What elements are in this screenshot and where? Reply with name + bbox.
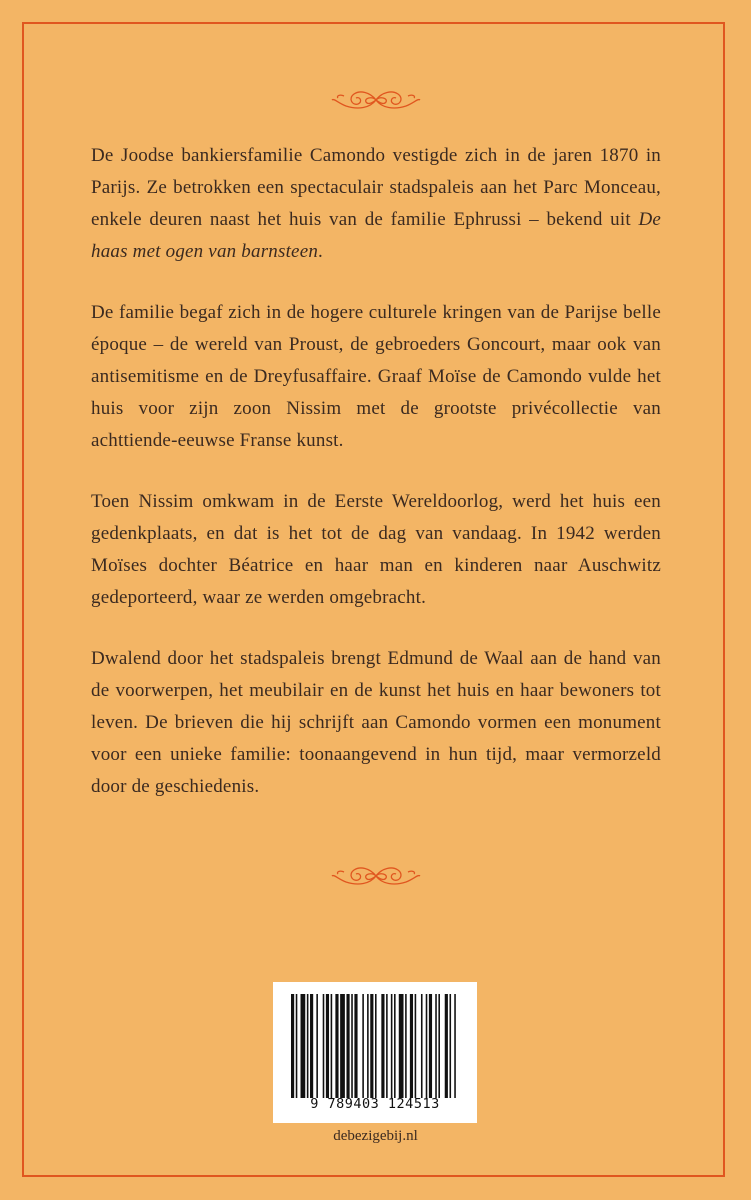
barcode-bar [410, 994, 413, 1098]
barcode-bar [394, 994, 396, 1098]
barcode-bar [429, 994, 432, 1098]
publisher-website: debezigebij.nl [333, 1128, 418, 1144]
barcode-bar [435, 994, 437, 1098]
barcode-bar [326, 994, 329, 1098]
barcode-bar [316, 994, 318, 1098]
blurb-paragraph-4: Dwalend door het stadspaleis brengt Edmund de Waal aan de hand van de voorwerpen, het meubilair en de kunst het huis en haar bewoners tot leven. De brieven die hij schrijft aan Camondo vormen een monument voor een unieke familie: toonaangevend in hun tijd, maar vermorzeld door de geschiedenis. [91, 648, 661, 797]
barcode-bar [391, 994, 393, 1098]
isbn-barcode [273, 982, 477, 1123]
barcode-bar [426, 994, 428, 1098]
barcode-bar [386, 994, 388, 1098]
blurb-paragraph-1 [91, 140, 661, 268]
blurb-paragraph-3: Toen Nissim omkwam in de Eerste Wereldoorlog, werd het huis een gedenkplaats, en dat is het tot de dag van vandaag. In 1942 werden Moïses dochter Béatrice en haar man en kinderen naar Auschwitz gedeporteerd, waar ze werden omgebracht. [91, 491, 661, 608]
barcode-bar [421, 994, 423, 1098]
barcode-bar [367, 994, 369, 1098]
barcode-bar [296, 994, 298, 1098]
barcode-bar [340, 994, 345, 1098]
barcode-bar [307, 994, 309, 1098]
blurb-paragraph-2: De familie begaf zich in de hogere culturele kringen van de Parijse belle époque – de wereld van Proust, de gebroeders Goncourt, maar ook van antisemitisme en de Dreyfusaffaire. Graaf Moïse de Camondo vulde het huis voor zijn zoon Nissim met de grootste privécollectie van achttiende-eeuwse Franse kunst. [91, 302, 661, 451]
barcode-bar [346, 994, 349, 1098]
blurb-paragraph-1-end: . [318, 241, 323, 262]
bottom-ornament-flourish [330, 860, 422, 892]
barcode-bar [370, 994, 373, 1098]
barcode-bar [362, 994, 364, 1098]
barcode-bar [335, 994, 338, 1098]
barcode-bar [438, 994, 440, 1098]
barcode-bar [445, 994, 448, 1098]
barcode-bar [351, 994, 353, 1098]
blurb-paragraph-1-text: De Joodse bankiersfamilie Camondo vestigde zich in de jaren 1870 in Parijs. Ze betrokken een spectaculair stadspaleis aan het Parc Monceau, enkele deuren naast het huis van de familie Ephrussi – bekend uit [91, 145, 661, 230]
barcode-bar [331, 994, 333, 1098]
book-title-reference: De haas met ogen van barnsteen [91, 209, 661, 262]
barcode-bar [310, 994, 313, 1098]
barcode-bar [291, 994, 294, 1098]
barcode-bars [291, 994, 459, 1098]
barcode-bar [449, 994, 451, 1098]
top-ornament-flourish [330, 84, 422, 116]
barcode-bar [381, 994, 384, 1098]
isbn-number: 9 789403 124513 [310, 1096, 440, 1112]
barcode-bar [405, 994, 407, 1098]
barcode-bar [399, 994, 404, 1098]
barcode-bar [415, 994, 417, 1098]
blurb-text [91, 140, 661, 832]
barcode-bar [354, 994, 357, 1098]
barcode-bar [375, 994, 377, 1098]
barcode-bar [323, 994, 325, 1098]
barcode-bar [454, 994, 456, 1098]
barcode-bar [301, 994, 306, 1098]
